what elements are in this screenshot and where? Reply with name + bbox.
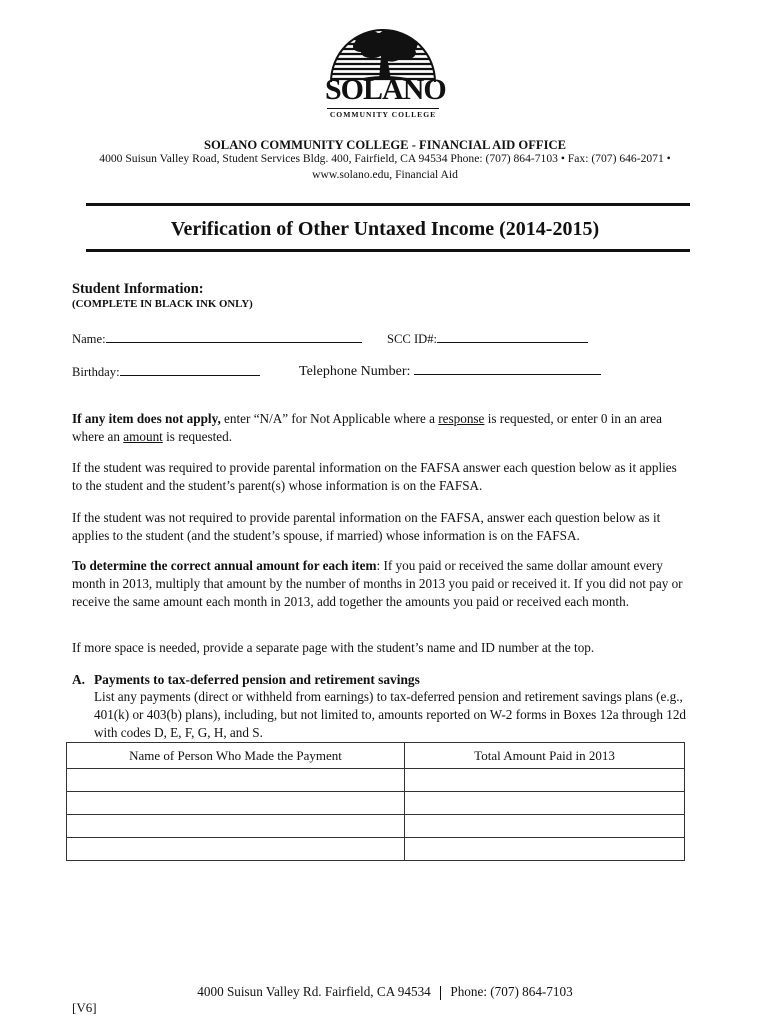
instruction-na-text-1: enter “N/A” for Not Applicable where a: [220, 411, 439, 426]
college-logo: [325, 20, 446, 120]
person-name-cell[interactable]: [67, 815, 405, 838]
person-name-cell[interactable]: [67, 792, 405, 815]
annual-amount-text: : If you paid or received the same dollar amount every month in 2013, multiply that amount by the number of months in 2013 you paid or received it. If you did not pay or receive the same amount each month in 2013, add together the amounts you paid or received each month.: [72, 558, 683, 609]
instruction-na: [72, 410, 690, 446]
logo-wordmark: SOLANO: [325, 73, 446, 106]
telephone-line[interactable]: [414, 361, 601, 375]
name-label: Name:: [72, 332, 106, 346]
section-a-letter: A.: [72, 672, 86, 687]
version-label: [V6]: [72, 1000, 97, 1015]
payments-table-header: [67, 743, 685, 769]
title-divider: [86, 249, 690, 252]
birthday-label: Birthday:: [72, 365, 120, 379]
office-website: www.solano.edu, Financial Aid: [312, 168, 458, 181]
amount-cell[interactable]: [405, 769, 685, 792]
instruction-parental: If the student was required to provide parental information on the FAFSA answer each question below as it applies to the student and the student’s parent(s) whose information is on the FAFSA.: [72, 460, 677, 493]
top-divider: [86, 203, 690, 206]
annual-amount-bold: To determine the correct annual amount for each item: [72, 558, 377, 573]
table-row: [67, 815, 685, 838]
scc-id-label: SCC ID#:: [387, 332, 438, 346]
name-field[interactable]: [72, 329, 362, 347]
footer-separator: [440, 986, 441, 1000]
logo-subtitle: COMMUNITY COLLEGE: [327, 108, 439, 119]
person-name-cell[interactable]: [67, 838, 405, 861]
amount-cell[interactable]: [405, 792, 685, 815]
student-info-heading: Student Information:: [72, 281, 204, 297]
birthday-field[interactable]: [72, 362, 260, 380]
instruction-na-text-3: is requested.: [162, 429, 233, 444]
col-person-name: Name of Person Who Made the Payment: [67, 743, 405, 769]
section-a-title: Payments to tax-deferred pension and retirement savings: [94, 672, 420, 687]
amount-cell[interactable]: [405, 815, 685, 838]
person-name-cell[interactable]: [67, 769, 405, 792]
office-address: 4000 Suisun Valley Road, Student Services Bldg. 400, Fairfield, CA 94534 Phone: (707) 864-7103 • Fax: (707) 646-2071 •: [99, 152, 671, 165]
instruction-na-text-2: is requested, or enter 0 in an area where an: [72, 411, 663, 444]
instruction-annual-amount: [72, 557, 690, 611]
table-row: [67, 792, 685, 815]
birthday-line[interactable]: [120, 362, 260, 376]
instruction-na-response: response: [438, 411, 485, 426]
payments-table: [66, 742, 685, 861]
instruction-independent: If the student was not required to provide parental information on the FAFSA, answer each question below as it applies to the student (and the student’s spouse, if married) whose information is on the FAFSA.: [72, 510, 661, 543]
footer-phone: Phone: (707) 864-7103: [450, 984, 573, 999]
footer: [0, 984, 770, 1000]
office-heading: SOLANO COMMUNITY COLLEGE - FINANCIAL AID OFFICE: [204, 138, 566, 152]
scc-id-field[interactable]: [387, 329, 588, 347]
instruction-more-space: If more space is needed, provide a separate page with the student’s name and ID number at the top.: [72, 640, 595, 655]
table-row: [67, 838, 685, 861]
instruction-na-amount: amount: [123, 429, 163, 444]
footer-address: 4000 Suisun Valley Rd. Fairfield, CA 94534: [197, 984, 431, 999]
section-a-body: List any payments (direct or withheld from earnings) to tax-deferred pension and retirement savings plans (e.g., 401(k) or 403(b) plans), including, but not limited to, amounts reported on W-2 forms in Boxes 12a through 12d with codes D, E, F, G, H, and S.: [94, 689, 687, 740]
telephone-label: Telephone Number:: [299, 364, 411, 379]
form-title: Verification of Other Untaxed Income (2014-2015): [170, 218, 600, 240]
telephone-field[interactable]: [299, 361, 601, 380]
instruction-na-bold: If any item does not apply,: [72, 411, 221, 426]
scc-id-line[interactable]: [437, 329, 588, 343]
amount-cell[interactable]: [405, 838, 685, 861]
name-line[interactable]: [106, 329, 362, 343]
student-info-note: (COMPLETE IN BLACK INK ONLY): [72, 298, 253, 310]
table-row: [67, 769, 685, 792]
col-total-amount: Total Amount Paid in 2013: [405, 743, 685, 769]
